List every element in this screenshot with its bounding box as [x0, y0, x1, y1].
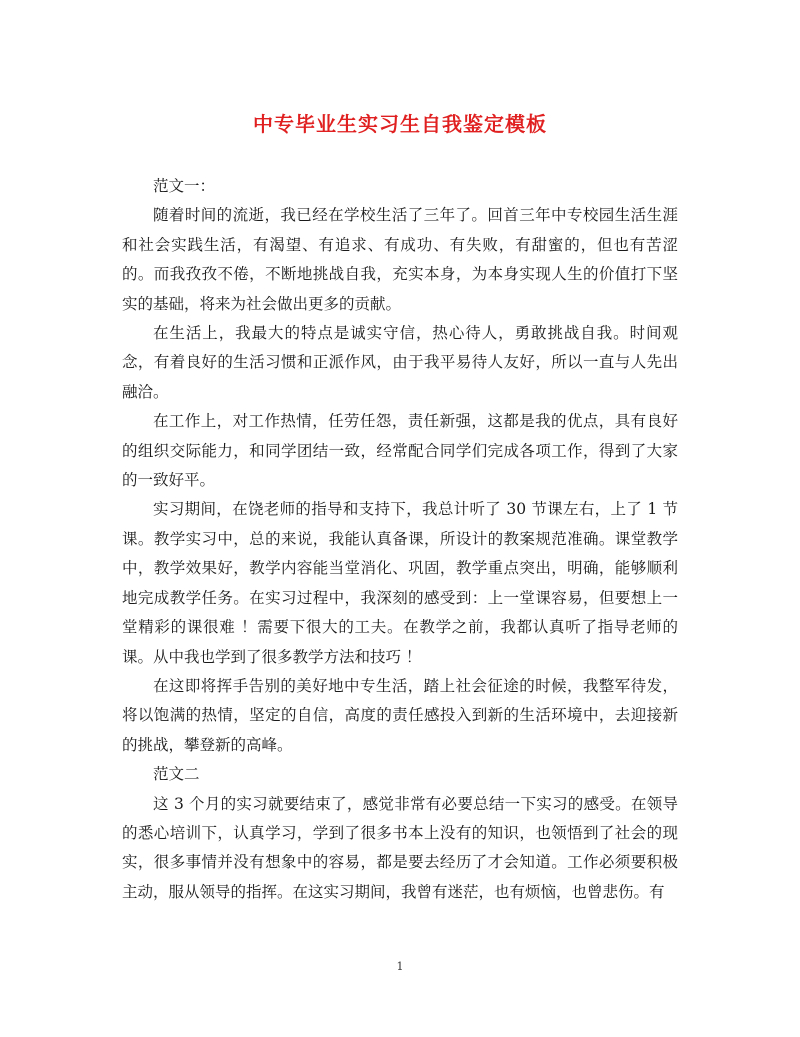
paragraph-heading-sample-two: 范文二 [153, 765, 200, 784]
paragraph: 这 3 个月的实习就要结束了，感觉非常有必要总结一下实习的感受。在领导的悉心培训下，认真学习，学到了很多书本上没有的知识，也领悟到了社会的现实，很多事情并没有想象中的容易，都是要去经历了才会知道。工作必须要积极主动，服从领导的指挥。在这实习期间，我曾有迷茫，也有烦恼，也曾悲伤。有 [122, 794, 678, 901]
paragraph: 在生活上，我最大的特点是诚实守信，热心待人，勇敢挑战自我。时间观念，有着良好的生活习惯和正派作风，由于我平易待人友好，所以一直与人先出融洽。 [122, 324, 678, 401]
paragraph: 在工作上，对工作热情，任劳任怨，责任新强，这都是我的优点，具有良好的组织交际能力，和同学团结一致，经常配合同学们完成各项工作，得到了大家的一致好平。 [122, 412, 678, 490]
paragraph-heading-sample-one: 范文一： [153, 177, 216, 195]
page-number: 1 [396, 960, 404, 973]
paragraph: 在这即将挥手告别的美好地中专生活，踏上社会征途的时候，我整军待发，将以饱满的热情，坚定的自信，高度的责任感投入到新的生活环境中，去迎接新的挑战，攀登新的高峰。 [122, 676, 678, 754]
paragraph: 实习期间，在饶老师的指导和支持下，我总计听了 30 节课左右，上了 1 节课。教学实习中，总的来说，我能认真备课，所设计的教案规范准确。课堂教学中，教学效果好，教学内容能当堂消化、巩固，教学重点突出，明确，能够顺利地完成教学任务。在实习过程中，我深刻的感受到：上一堂课容易，但要想上一堂精彩的课很难 ！需要下很大的工夫。在教学之前，我都认真听了指导老师的课。从中我也学到了很多教学方法和技巧 ！ [122, 500, 678, 666]
paragraph: 随着时间的流逝，我已经在学校生活了三年了。回首三年中专校园生活生涯和社会实践生活，有渴望、有追求、有成功、有失败，有甜蜜的，但也有苦涩的。而我孜孜不倦，不断地挑战自我，充实本身，为本身实现人生的价值打下坚实的基础，将来为社会做出更多的贡献。 [122, 206, 678, 313]
document-title: 中专毕业生实习生自我鉴定模板 [253, 112, 547, 136]
document-body [122, 172, 678, 907]
